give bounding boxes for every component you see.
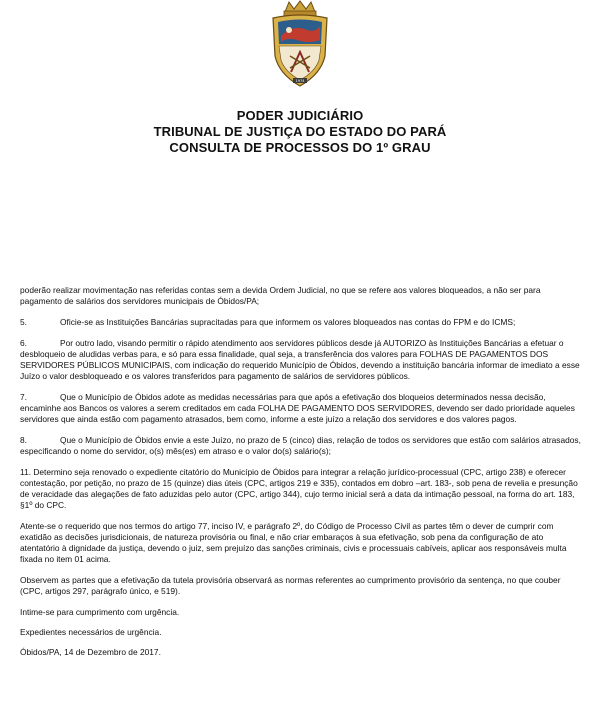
paragraph-7-text: Que o Município de Óbidos adote as medidas necessárias para que após a efetivação dos bloqueios determinados nessa decisão, encaminhe aos Bancos os valores a serem creditados em cada FOLHA DE PAGAMENTO DOS SERVIDORES, devendo ser dado prioridade aqueles servidores que ainda estão com pagamento atrasados, bem como, informe a este juízo a relação dos servidores e dos valores pagos. bbox=[20, 392, 575, 424]
paragraph-5-number: 5. bbox=[20, 317, 27, 327]
paragraph-intime: Intime-se para cumprimento com urgência. bbox=[20, 607, 180, 617]
paragraph-5-text: Oficie-se as Instituições Bancárias supracitadas para que informem os valores bloqueados nas contas do FPM e do ICMS; bbox=[60, 317, 516, 327]
paragraph-8-text: Que o Município de Óbidos envie a este Juízo, no prazo de 5 (cinco) dias, relação de todos os servidores que estão com salários atrasados, especificando o nome do servidor, o(s) mês(es) em atraso e o valor do(s) salário(s); bbox=[20, 435, 581, 456]
paragraph-5 bbox=[20, 317, 582, 328]
paragraph-atente: Atente-se o requerido que nos termos do artigo 77, inciso IV, e parágrafo 2º, do Código de Processo Civil as partes têm o dever de cumprir com exatidão as decisões jurisdicionais, de natureza provisória ou final, e não criar embaraços à sua efetivação, sob pena da configuração de ato atentatório à dignidade da justiça, devendo o juiz, sem prejuízo das sanções criminais, civis e processuais cabíveis, aplicar aos responsáveis multa fixada no item 01 acima. bbox=[20, 521, 567, 564]
paragraph-8 bbox=[20, 435, 582, 457]
paragraph-6-number: 6. bbox=[20, 338, 27, 348]
header-line-1: PODER JUDICIÁRIO bbox=[236, 108, 364, 123]
paragraph-expedientes: Expedientes necessários de urgência. bbox=[20, 627, 162, 637]
paragraph-8-number: 8. bbox=[20, 435, 27, 445]
paragraph-7 bbox=[20, 392, 582, 425]
paragraph-continuation: poderão realizar movimentação nas referidas contas sem a devida Ordem Judicial, no que se refere aos valores bloqueados, a não ser para pagamento de salários dos servidores municipais de Óbidos/PA; bbox=[20, 285, 541, 306]
paragraph-date: Óbidos/PA, 14 de Dezembro de 2017. bbox=[20, 647, 161, 657]
paragraph-11: 11. Determino seja renovado o expediente citatório do Município de Óbidos para integrar a relação jurídico-processual (CPC, artigo 238) e oferecer contestação, por petição, no prazo de 15 (quinze) dias úteis (CPC, artigos 219 e 335), contados em dobro –art. 183-, sob pena de revelia e presunção de veracidade das alegações de fato aduzidas pelo autor (CPC, artigo 344), cujo termo inicial será a data da intimação pessoal, na forma do art. 183, §1º do CPC. bbox=[20, 467, 578, 510]
crest-year: 1974 bbox=[295, 79, 305, 83]
coat-of-arms-icon bbox=[263, 0, 337, 90]
paragraph-6-text: Por outro lado, visando permitir o rápido atendimento aos servidores públicos desde já AUTORIZO às Instituições Bancárias a efetuar o desbloqueio de aludidas verbas para, e só para essa finalidade, qual seja, a transferência dos valores para FOLHAS DE PAGAMENTOS DOS SERVIDORES PÚBLICOS MUNICIPAIS, com indicação do requerido Município de Óbidos, devendo a instituição bancária informar de imediato a esse Juízo o valor desbloqueado e os valores transferidos para pagamento de salários de servidores públicos. bbox=[20, 338, 580, 381]
header-line-3: CONSULTA DE PROCESSOS DO 1º GRAU bbox=[169, 140, 431, 155]
paragraph-observem: Observem as partes que a efetivação da tutela provisória observará as normas referentes ao cumprimento provisório da sentença, no que couber (CPC, artigos 297, parágrafo único, e 519). bbox=[20, 575, 561, 596]
paragraph-6 bbox=[20, 338, 582, 382]
header-line-2: TRIBUNAL DE JUSTIÇA DO ESTADO DO PARÁ bbox=[153, 124, 447, 139]
document-header bbox=[0, 108, 600, 156]
paragraph-7-number: 7. bbox=[20, 392, 27, 402]
document-body bbox=[20, 285, 582, 668]
